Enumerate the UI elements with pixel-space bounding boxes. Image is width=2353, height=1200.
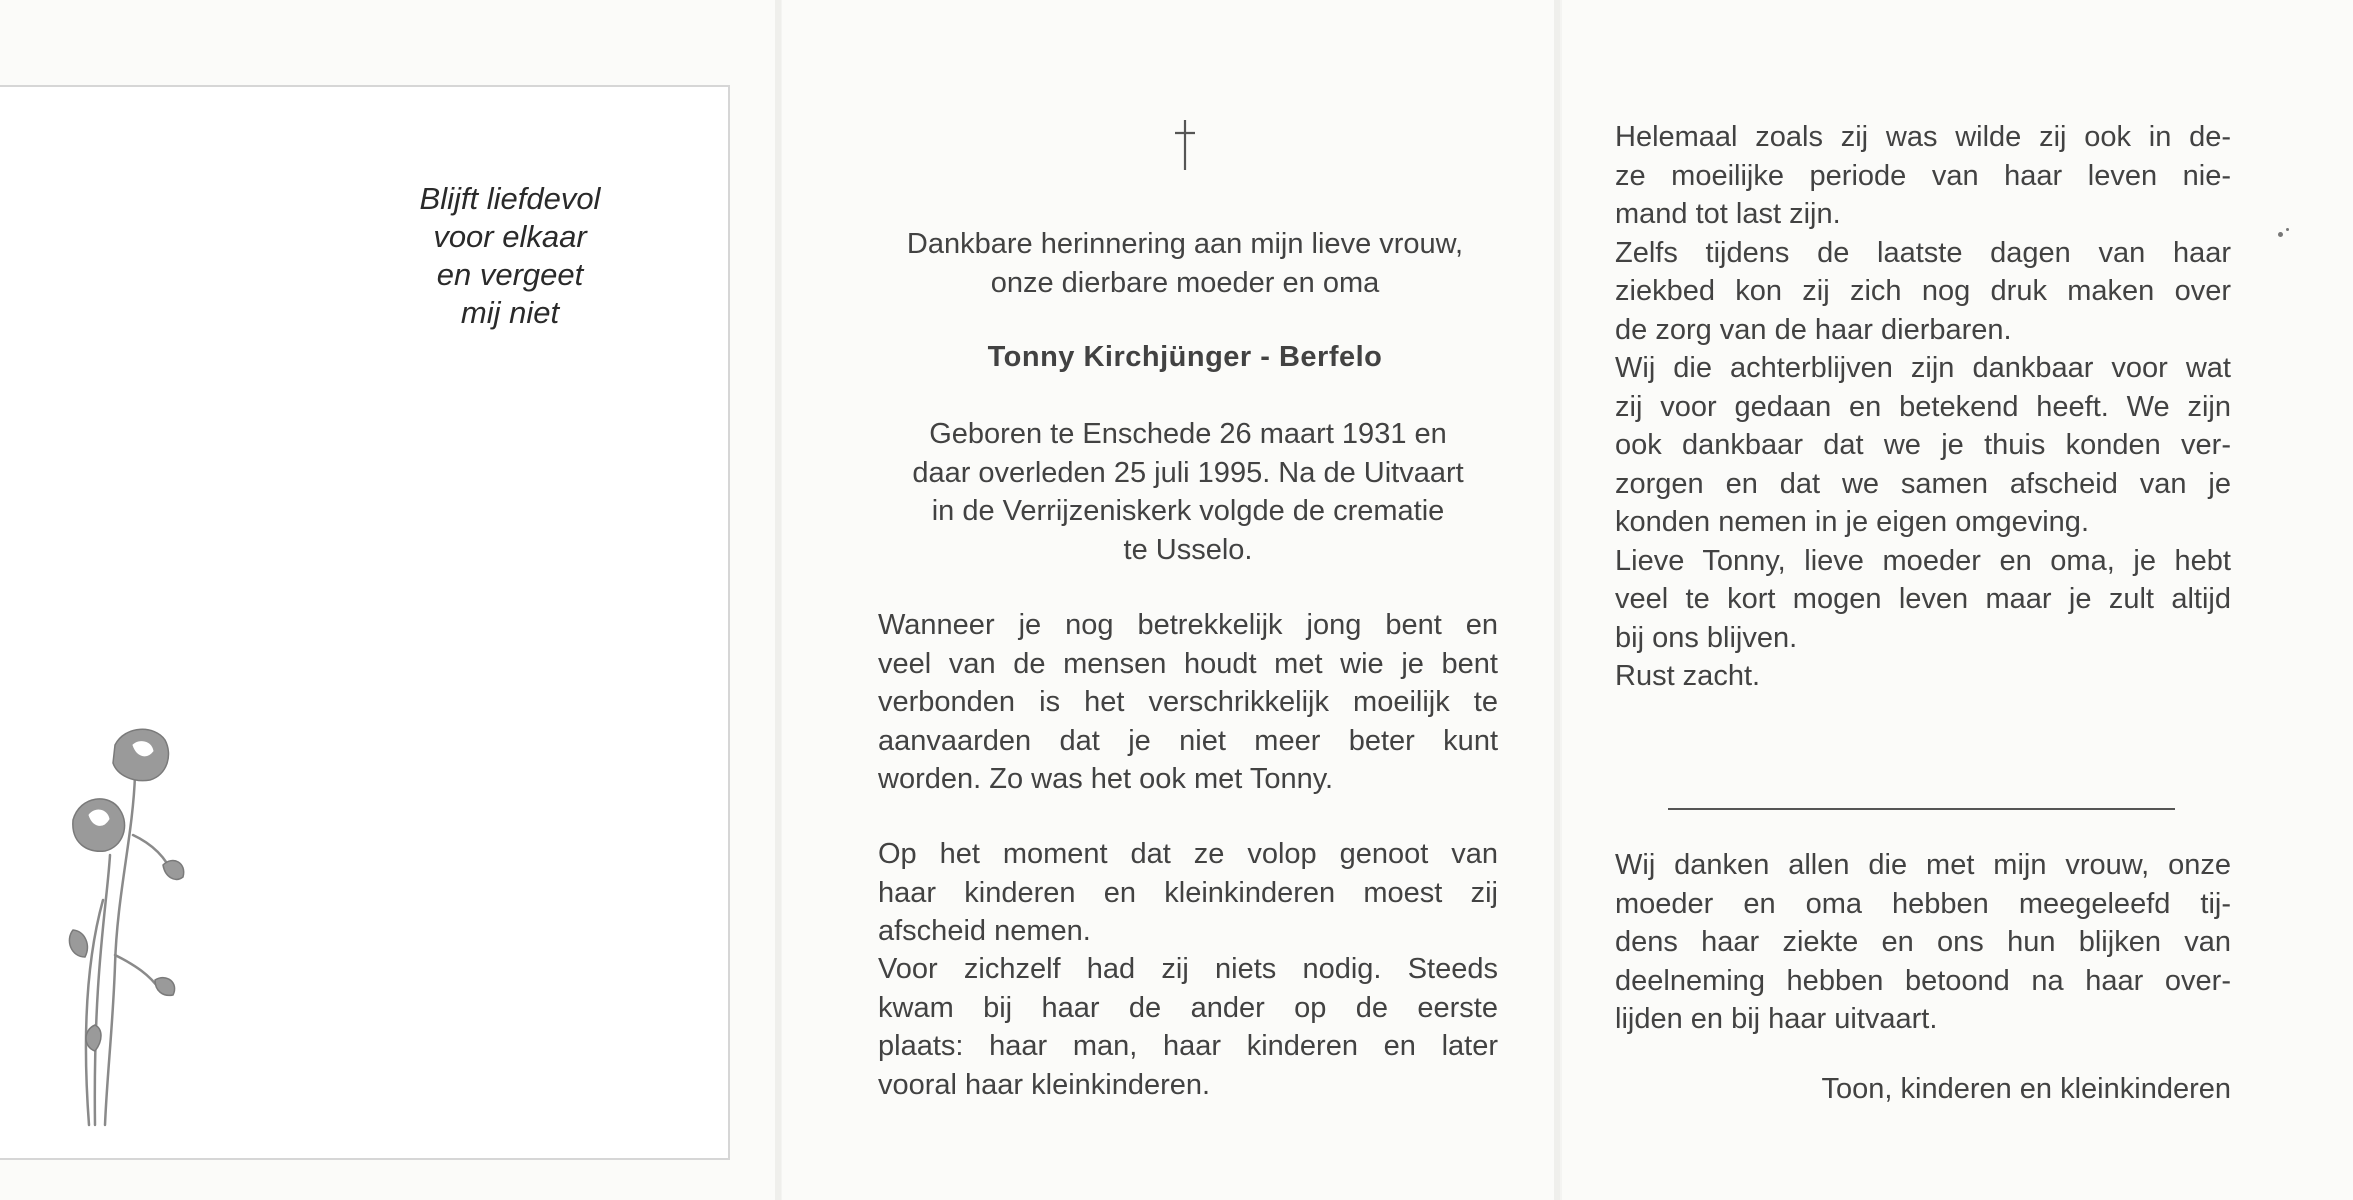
- born-line: Geboren te Enschede 26 maart 1931 en: [929, 418, 1447, 450]
- paragraph-3: [878, 950, 1498, 1104]
- text-line: Zelfs tijdens de laatste dagen van haar: [1615, 236, 2231, 269]
- text-line: konden nemen in je eigen omgeving.: [1615, 506, 2089, 538]
- text-line: Wij die achterblijven zijn dankbaar voor wat: [1615, 352, 2231, 384]
- birth-death-text: [878, 415, 1498, 569]
- text-line: bij ons blijven.: [1615, 621, 1798, 654]
- right-paragraph-2: [1615, 846, 2231, 1039]
- text-line: mand tot last zijn.: [1615, 198, 1841, 230]
- text-line: Wij danken allen die met mijn vrouw, onze: [1615, 849, 2231, 881]
- left-panel: [0, 0, 775, 1200]
- fold-line: [775, 0, 781, 1200]
- text-line: zij voor gedaan en betekend heeft. We zijn: [1615, 390, 2231, 423]
- quote-line: voor elkaar: [433, 219, 587, 254]
- text-line: veel te kort mogen leven maar je zult altijd: [1615, 583, 2231, 615]
- text-line: haar kinderen en kleinkinderen moest zij: [878, 876, 1498, 909]
- text-line: afscheid nemen.: [878, 915, 1091, 947]
- text-line: Rust zacht.: [1615, 660, 1761, 692]
- rose-illustration: [55, 725, 195, 1130]
- text-line: ook dankbaar dat we je thuis konden ver-: [1615, 429, 2231, 461]
- text-line: vooral haar kleinkinderen.: [878, 1068, 1211, 1101]
- paper-speck: [2286, 228, 2289, 231]
- text-line: veel van de mensen houdt met wie je bent: [878, 647, 1498, 680]
- quote-line: en vergeet: [436, 257, 584, 292]
- right-paragraph-1: [1615, 118, 2231, 696]
- text-line: moeder en oma hebben meegeleefd tij-: [1615, 887, 2231, 920]
- text-line: zorgen en dat we samen afscheid van je: [1615, 467, 2231, 500]
- deceased-name: Tonny Kirchjünger - Berfelo: [987, 341, 1383, 373]
- cross-icon: [1170, 118, 1200, 172]
- intro-line: Dankbare herinnering aan mijn lieve vrouw,: [906, 228, 1464, 260]
- quote: [380, 180, 640, 332]
- paper-speck: [2278, 232, 2283, 237]
- born-line: in de Verrijzeniskerk volgde de crematie: [931, 495, 1445, 527]
- paragraph-1: [878, 606, 1498, 799]
- intro-line: onze dierbare moeder en oma: [990, 266, 1380, 299]
- text-line: lijden en bij haar uitvaart.: [1615, 1003, 1938, 1035]
- text-line: verbonden is het verschrikkelijk moeilijk te: [878, 686, 1498, 718]
- fold-line: [1554, 0, 1560, 1200]
- text-line: deelneming hebben betoond na haar over-: [1615, 964, 2231, 997]
- quote-line: Blijft liefdevol: [419, 181, 601, 216]
- text-line: Op het moment dat ze volop genoot van: [878, 838, 1498, 870]
- divider-line: [1668, 808, 2175, 810]
- intro-text: [870, 225, 1500, 302]
- text-line: Wanneer je nog betrekkelijk jong bent en: [878, 609, 1498, 641]
- born-line: daar overleden 25 juli 1995. Na de Uitvaart: [912, 456, 1464, 489]
- signature: Toon, kinderen en kleinkinderen: [1821, 1073, 2231, 1105]
- text-line: worden. Zo was het ook met Tonny.: [878, 763, 1334, 795]
- text-line: dens haar ziekte en ons hun blijken van: [1615, 926, 2231, 958]
- text-line: plaats: haar man, haar kinderen en later: [878, 1030, 1498, 1062]
- text-line: ze moeilijke periode van haar leven nie-: [1615, 159, 2231, 192]
- born-line: te Usselo.: [1123, 533, 1253, 566]
- cross-symbol-text: [0, 0, 1, 1]
- text-line: Voor zichzelf had zij niets nodig. Steeds: [878, 953, 1498, 985]
- text-line: Lieve Tonny, lieve moeder en oma, je hebt: [1615, 544, 2231, 577]
- text-line: ziekbed kon zij zich nog druk maken over: [1615, 275, 2231, 307]
- text-line: aanvaarden dat je niet meer beter kunt: [878, 724, 1498, 757]
- quote-line: mij niet: [460, 295, 560, 330]
- text-line: kwam bij haar de ander op de eerste: [878, 991, 1498, 1024]
- text-line: de zorg van de haar dierbaren.: [1615, 313, 2012, 346]
- paragraph-2: [878, 835, 1498, 951]
- text-line: Helemaal zoals zij was wilde zij ook in de-: [1615, 121, 2231, 153]
